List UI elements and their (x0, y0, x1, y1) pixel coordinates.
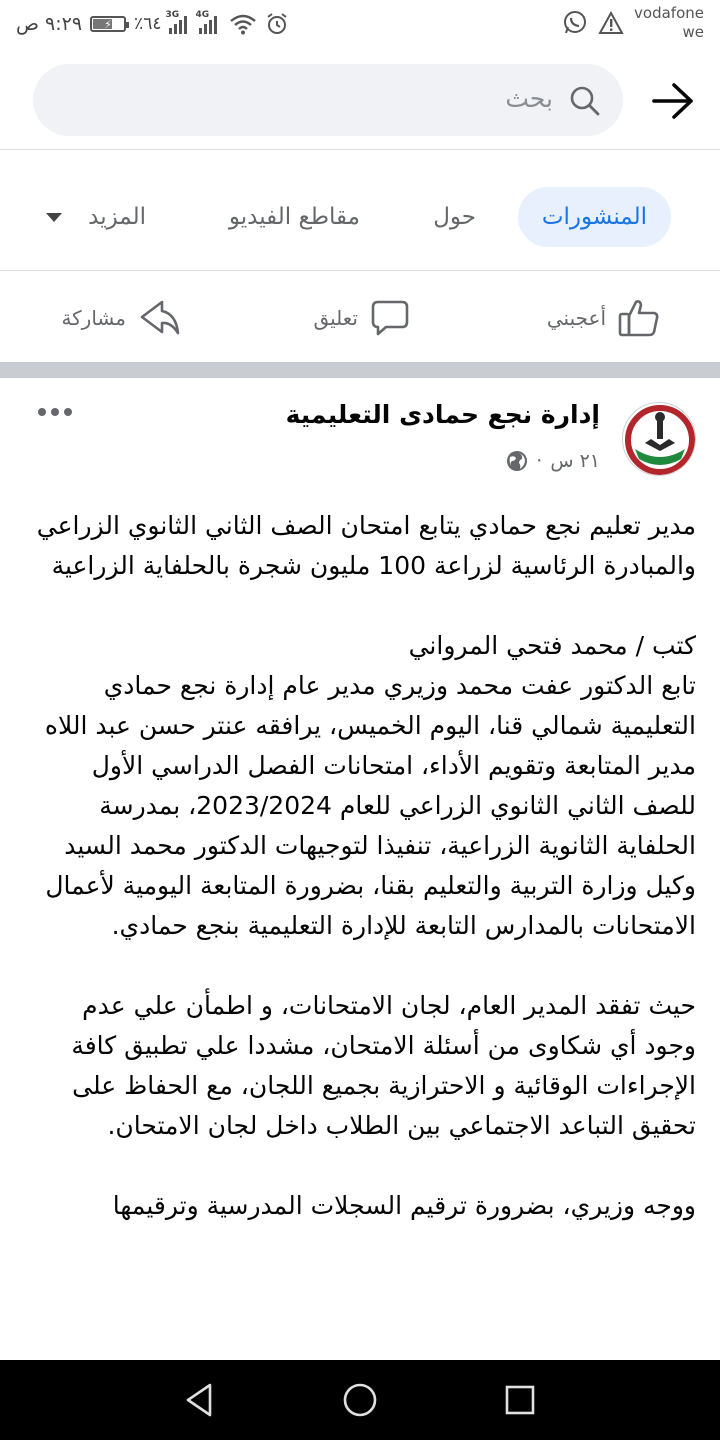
wifi-icon (229, 13, 257, 35)
page-name[interactable]: إدارة نجع حمادى التعليمية (285, 400, 600, 429)
tab-videos[interactable]: مقاطع الفيديو (228, 204, 360, 230)
meta-separator: · (536, 450, 543, 472)
tab-posts[interactable]: المنشورات (518, 187, 671, 247)
home-circle-icon[interactable] (340, 1380, 380, 1420)
post-text (24, 506, 696, 1360)
recents-square-icon[interactable] (500, 1380, 540, 1420)
globe-icon (506, 450, 528, 472)
back-triangle-icon[interactable] (180, 1380, 220, 1420)
post-header (0, 378, 720, 498)
carrier-name: vodafone we (634, 4, 704, 41)
alarm-icon (265, 12, 289, 36)
whatsapp-icon (562, 10, 588, 36)
status-bar-right (562, 4, 704, 42)
comment-icon (370, 298, 410, 338)
arrow-right-icon (651, 81, 695, 121)
system-nav-bar (0, 1360, 720, 1440)
caret-down-icon (46, 213, 62, 222)
post-time[interactable]: ٢١ س (550, 450, 600, 472)
signal-3g-icon: 3G (169, 14, 187, 34)
post-paragraph: حيث تفقد المدير العام، لجان الامتحانات، و اطمأن علي عدم وجود أي شكاوى من أسئلة الامتحان، مشددا علي تطبيق كافة الإجراءات الوقائية و الاحترازية بجميع اللجان، مع الحفاظ على تحقيق التباعد الاجتماعي بين الطلاب داخل لجان الامتحان. (71, 991, 696, 1140)
more-options-icon[interactable] (38, 408, 72, 416)
warning-icon (598, 11, 624, 35)
search-icon (567, 84, 601, 118)
post-paragraph-byline: كتب / محمد فتحي المرواني (408, 631, 696, 660)
tab-about[interactable]: حول (433, 204, 476, 230)
search-placeholder: بحث (505, 84, 553, 113)
tab-more[interactable]: المزيد (46, 187, 146, 247)
share-arrow-icon (138, 298, 180, 338)
post-meta (506, 450, 600, 472)
post-paragraph: ووجه وزيري، بضرورة ترقيم السجلات المدرسية وترقيمها (112, 1191, 696, 1220)
thumbs-up-icon (618, 298, 660, 338)
status-bar (0, 0, 720, 50)
page-logo-icon (623, 403, 696, 476)
post-paragraph: تابع الدكتور عفت محمد وزيري مدير عام إدارة نجع حمادي التعليمية شمالي قنا، اليوم الخميس، يرافقه عنتر حسن عبد اللاه مدير المتابعة وتقويم الأداء، امتحانات الفصل الدراسي الأول للصف الثاني الثانوي الزراعي للعام 2023/2024، بمدرسة الحلفاية الثانوية الزراعية، تنفيذا لتوجيهات الدكتور محمد السيد وكيل وزارة التربية والتعليم بقنا، بضرورة المتابعة اليومية لأعمال الامتحانات بالمدارس التابعة للإدارة التعليمية بنجع حمادي. (44, 671, 696, 940)
battery-icon: ⚡ (90, 16, 126, 32)
like-button[interactable]: أعجبني (547, 296, 660, 340)
search-bar-row (0, 50, 720, 150)
battery-percent: ٪٦٤ (134, 14, 162, 34)
comment-button[interactable]: تعليق (313, 296, 410, 340)
back-button[interactable] (650, 78, 696, 124)
profile-tabs (0, 151, 720, 271)
section-divider (0, 362, 720, 378)
clock: ٩:٢٩ ص (16, 13, 83, 35)
post-actions (0, 272, 720, 362)
page-avatar[interactable] (622, 402, 696, 476)
share-button[interactable]: مشاركة (61, 296, 180, 340)
search-input[interactable] (33, 64, 623, 136)
signal-4g-icon: 4G (199, 14, 217, 34)
status-bar-left (16, 10, 289, 38)
post-paragraph-headline: مدير تعليم نجع حمادي يتابع امتحان الصف الثاني الثانوي الزراعي والمبادرة الرئاسية لزراعة 100 مليون شجرة بالحلفاية الزراعية (36, 511, 696, 580)
